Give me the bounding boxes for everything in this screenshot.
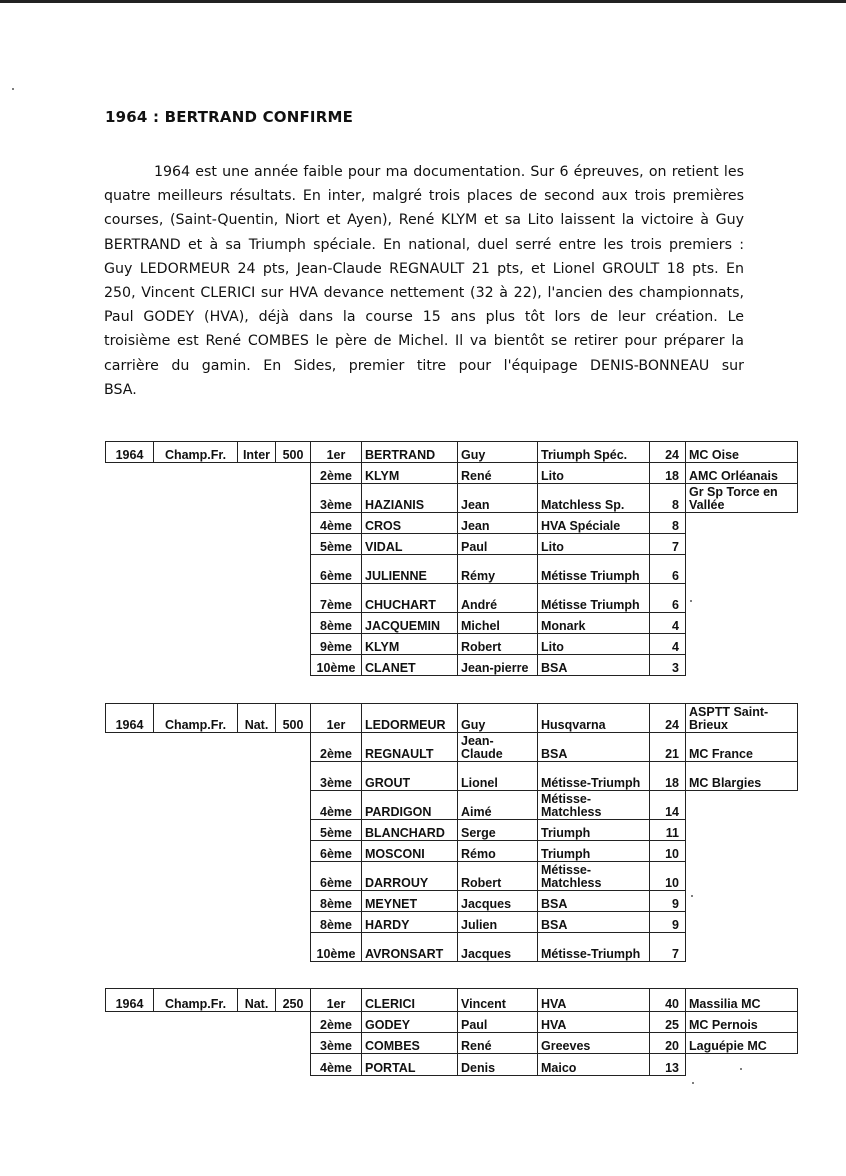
- event-cell: [154, 634, 238, 655]
- class-cell: [276, 820, 311, 841]
- year-cell: [106, 891, 154, 912]
- class-cell: [276, 762, 311, 791]
- category-cell: [238, 555, 276, 584]
- class-cell: [276, 733, 311, 762]
- bike-cell: Métisse-Matchless: [538, 791, 650, 820]
- pts-cell: 6: [650, 584, 686, 613]
- paragraph-line: Paul GODEY (HVA), déjà dans la course 15 ans plus tôt lors de leur création. Le: [104, 309, 744, 326]
- first-cell: Paul: [458, 1012, 538, 1033]
- body-paragraph: [104, 160, 744, 402]
- category-cell: [238, 1012, 276, 1033]
- first-cell: Jacques: [458, 891, 538, 912]
- scan-speck: [692, 1082, 694, 1084]
- category-cell: [238, 1054, 276, 1076]
- year-cell: [106, 933, 154, 962]
- year-cell: [106, 1033, 154, 1054]
- name-cell: COMBES: [362, 1033, 458, 1054]
- year-cell: [106, 1054, 154, 1076]
- name-cell: REGNAULT: [362, 733, 458, 762]
- class-cell: [276, 613, 311, 634]
- year-cell: 1964: [106, 442, 154, 463]
- club-cell: ASPTT Saint-Brieux: [686, 704, 798, 733]
- name-cell: CROS: [362, 513, 458, 534]
- class-cell: [276, 484, 311, 513]
- club-cell: [686, 555, 798, 584]
- class-cell: [276, 1033, 311, 1054]
- class-cell: [276, 513, 311, 534]
- first-cell: Aimé: [458, 791, 538, 820]
- class-cell: [276, 1054, 311, 1076]
- table-row: [106, 891, 798, 912]
- first-cell: Guy: [458, 704, 538, 733]
- bike-cell: Greeves: [538, 1033, 650, 1054]
- class-cell: [276, 463, 311, 484]
- name-cell: CLERICI: [362, 989, 458, 1012]
- name-cell: CHUCHART: [362, 584, 458, 613]
- pts-cell: 40: [650, 989, 686, 1012]
- pts-cell: 18: [650, 762, 686, 791]
- event-cell: Champ.Fr.: [154, 989, 238, 1012]
- bike-cell: HVA Spéciale: [538, 513, 650, 534]
- class-cell: [276, 634, 311, 655]
- club-cell: MC France: [686, 733, 798, 762]
- table-row: [106, 555, 798, 584]
- first-cell: Rémo: [458, 841, 538, 862]
- bike-cell: Maico: [538, 1054, 650, 1076]
- club-cell: [686, 933, 798, 962]
- name-cell: JULIENNE: [362, 555, 458, 584]
- category-cell: [238, 733, 276, 762]
- bike-cell: Matchless Sp.: [538, 484, 650, 513]
- table-row: [106, 534, 798, 555]
- club-cell: Massilia MC: [686, 989, 798, 1012]
- class-cell: [276, 1012, 311, 1033]
- paragraph-line: 250, Vincent CLERICI sur HVA devance nettement (32 à 22), l'ancien des championnats,: [104, 285, 744, 302]
- paragraph-line: troisième est René COMBES le père de Michel. Il va bientôt se retirer pour préparer la: [104, 333, 744, 350]
- bike-cell: Triumph Spéc.: [538, 442, 650, 463]
- class-cell: [276, 841, 311, 862]
- place-cell: 5ème: [311, 534, 362, 555]
- year-cell: 1964: [106, 989, 154, 1012]
- table-row: [106, 820, 798, 841]
- table-row: [106, 791, 798, 820]
- year-cell: [106, 912, 154, 933]
- year-cell: [106, 463, 154, 484]
- year-cell: [106, 791, 154, 820]
- paragraph-line: BSA.: [104, 381, 137, 398]
- pts-cell: 7: [650, 534, 686, 555]
- bike-cell: HVA: [538, 989, 650, 1012]
- table-row: [106, 862, 798, 891]
- year-cell: [106, 762, 154, 791]
- first-cell: Robert: [458, 862, 538, 891]
- category-cell: Nat.: [238, 989, 276, 1012]
- category-cell: Inter: [238, 442, 276, 463]
- first-cell: Michel: [458, 613, 538, 634]
- club-cell: [686, 862, 798, 891]
- category-cell: [238, 762, 276, 791]
- bike-cell: Lito: [538, 463, 650, 484]
- pts-cell: 14: [650, 791, 686, 820]
- club-cell: [686, 634, 798, 655]
- bike-cell: BSA: [538, 655, 650, 676]
- category-cell: [238, 820, 276, 841]
- scan-speck: [740, 1068, 742, 1070]
- year-cell: [106, 584, 154, 613]
- place-cell: 6ème: [311, 841, 362, 862]
- pts-cell: 25: [650, 1012, 686, 1033]
- table-row: [106, 484, 798, 513]
- pts-cell: 10: [650, 841, 686, 862]
- event-cell: Champ.Fr.: [154, 442, 238, 463]
- name-cell: VIDAL: [362, 534, 458, 555]
- first-cell: Serge: [458, 820, 538, 841]
- paragraph-line: courses, (Saint-Quentin, Niort et Ayen), René KLYM et sa Lito laissent la victoire à Guy: [104, 212, 744, 229]
- place-cell: 2ème: [311, 733, 362, 762]
- bike-cell: Triumph: [538, 820, 650, 841]
- category-cell: [238, 912, 276, 933]
- event-cell: [154, 1054, 238, 1076]
- table-row: [106, 933, 798, 962]
- class-cell: 250: [276, 989, 311, 1012]
- first-cell: Julien: [458, 912, 538, 933]
- category-cell: [238, 933, 276, 962]
- bike-cell: Monark: [538, 613, 650, 634]
- first-cell: René: [458, 1033, 538, 1054]
- class-cell: [276, 534, 311, 555]
- club-cell: [686, 841, 798, 862]
- bike-cell: Métisse-Matchless: [538, 862, 650, 891]
- paragraph-line: carrière du gamin. En Sides, premier titre pour l'équipage DENIS-BONNEAU sur: [104, 357, 744, 374]
- table-row: [106, 1033, 798, 1054]
- table-row: [106, 634, 798, 655]
- table-row: [106, 733, 798, 762]
- event-cell: [154, 933, 238, 962]
- pts-cell: 20: [650, 1033, 686, 1054]
- table-row: [106, 841, 798, 862]
- place-cell: 3ème: [311, 762, 362, 791]
- name-cell: BLANCHARD: [362, 820, 458, 841]
- place-cell: 3ème: [311, 1033, 362, 1054]
- first-cell: Robert: [458, 634, 538, 655]
- place-cell: 4ème: [311, 791, 362, 820]
- club-cell: [686, 584, 798, 613]
- pts-cell: 8: [650, 513, 686, 534]
- scan-speck: [690, 600, 692, 602]
- event-cell: Champ.Fr.: [154, 704, 238, 733]
- club-cell: [686, 1054, 798, 1076]
- category-cell: [238, 513, 276, 534]
- class-cell: [276, 655, 311, 676]
- bike-cell: Métisse-Triumph: [538, 933, 650, 962]
- first-cell: Jean: [458, 513, 538, 534]
- place-cell: 1er: [311, 442, 362, 463]
- category-cell: [238, 655, 276, 676]
- pts-cell: 4: [650, 613, 686, 634]
- first-cell: Jean: [458, 484, 538, 513]
- bike-cell: Métisse-Triumph: [538, 762, 650, 791]
- table-row: [106, 442, 798, 463]
- table-row: [106, 513, 798, 534]
- event-cell: [154, 584, 238, 613]
- year-cell: [106, 534, 154, 555]
- page-title: 1964 : BERTRAND CONFIRME: [105, 108, 354, 126]
- first-cell: Guy: [458, 442, 538, 463]
- event-cell: [154, 613, 238, 634]
- name-cell: MOSCONI: [362, 841, 458, 862]
- first-cell: Jean-pierre: [458, 655, 538, 676]
- event-cell: [154, 513, 238, 534]
- club-cell: [686, 613, 798, 634]
- class-cell: [276, 555, 311, 584]
- event-cell: [154, 762, 238, 791]
- pts-cell: 18: [650, 463, 686, 484]
- class-cell: [276, 912, 311, 933]
- name-cell: HARDY: [362, 912, 458, 933]
- first-cell: Rémy: [458, 555, 538, 584]
- category-cell: [238, 584, 276, 613]
- table-row: [106, 584, 798, 613]
- year-cell: [106, 862, 154, 891]
- event-cell: [154, 733, 238, 762]
- place-cell: 6ème: [311, 862, 362, 891]
- name-cell: KLYM: [362, 634, 458, 655]
- year-cell: [106, 513, 154, 534]
- pts-cell: 7: [650, 933, 686, 962]
- event-cell: [154, 555, 238, 584]
- class-cell: 500: [276, 704, 311, 733]
- bike-cell: Husqvarna: [538, 704, 650, 733]
- paragraph-line: BERTRAND et à sa Triumph spéciale. En national, duel serré entre les trois premiers :: [104, 236, 744, 253]
- bike-cell: Lito: [538, 534, 650, 555]
- place-cell: 3ème: [311, 484, 362, 513]
- name-cell: JACQUEMIN: [362, 613, 458, 634]
- table-row: [106, 989, 798, 1012]
- club-cell: Gr Sp Torce en Vallée: [686, 484, 798, 513]
- table-row: [106, 912, 798, 933]
- pts-cell: 9: [650, 912, 686, 933]
- year-cell: 1964: [106, 704, 154, 733]
- place-cell: 2ème: [311, 463, 362, 484]
- place-cell: 1er: [311, 704, 362, 733]
- year-cell: [106, 613, 154, 634]
- year-cell: [106, 820, 154, 841]
- name-cell: DARROUY: [362, 862, 458, 891]
- place-cell: 6ème: [311, 555, 362, 584]
- event-cell: [154, 891, 238, 912]
- bike-cell: Métisse Triumph: [538, 584, 650, 613]
- category-cell: [238, 534, 276, 555]
- name-cell: PARDIGON: [362, 791, 458, 820]
- name-cell: BERTRAND: [362, 442, 458, 463]
- place-cell: 10ème: [311, 933, 362, 962]
- category-cell: Nat.: [238, 704, 276, 733]
- class-cell: [276, 862, 311, 891]
- club-cell: [686, 513, 798, 534]
- event-cell: [154, 534, 238, 555]
- paragraph-line: Guy LEDORMEUR 24 pts, Jean-Claude REGNAULT 21 pts, et Lionel GROULT 18 pts. En: [104, 260, 744, 277]
- place-cell: 4ème: [311, 1054, 362, 1076]
- scan-speck: [691, 895, 693, 897]
- club-cell: Laguépie MC: [686, 1033, 798, 1054]
- event-cell: [154, 655, 238, 676]
- name-cell: GODEY: [362, 1012, 458, 1033]
- category-cell: [238, 463, 276, 484]
- event-cell: [154, 841, 238, 862]
- paragraph-line: quatre meilleurs résultats. En inter, malgré trois places de second aux trois premières: [104, 188, 744, 205]
- club-cell: [686, 912, 798, 933]
- place-cell: 7ème: [311, 584, 362, 613]
- name-cell: AVRONSART: [362, 933, 458, 962]
- place-cell: 8ème: [311, 613, 362, 634]
- place-cell: 5ème: [311, 820, 362, 841]
- club-cell: MC Blargies: [686, 762, 798, 791]
- pts-cell: 21: [650, 733, 686, 762]
- class-cell: [276, 584, 311, 613]
- event-cell: [154, 1012, 238, 1033]
- results-table: [105, 703, 798, 962]
- top-rule: [0, 0, 846, 3]
- event-cell: [154, 1033, 238, 1054]
- first-cell: Lionel: [458, 762, 538, 791]
- year-cell: [106, 733, 154, 762]
- event-cell: [154, 463, 238, 484]
- table-row: [106, 613, 798, 634]
- bike-cell: Triumph: [538, 841, 650, 862]
- pts-cell: 24: [650, 442, 686, 463]
- scan-speck: [12, 88, 14, 90]
- first-cell: Paul: [458, 534, 538, 555]
- category-cell: [238, 841, 276, 862]
- category-cell: [238, 613, 276, 634]
- class-cell: [276, 791, 311, 820]
- place-cell: 8ème: [311, 891, 362, 912]
- year-cell: [106, 841, 154, 862]
- first-cell: Jean-Claude: [458, 733, 538, 762]
- club-cell: AMC Orléanais: [686, 463, 798, 484]
- place-cell: 4ème: [311, 513, 362, 534]
- bike-cell: BSA: [538, 912, 650, 933]
- name-cell: PORTAL: [362, 1054, 458, 1076]
- name-cell: CLANET: [362, 655, 458, 676]
- bike-cell: HVA: [538, 1012, 650, 1033]
- category-cell: [238, 791, 276, 820]
- bike-cell: Métisse Triumph: [538, 555, 650, 584]
- name-cell: HAZIANIS: [362, 484, 458, 513]
- pts-cell: 6: [650, 555, 686, 584]
- club-cell: [686, 534, 798, 555]
- category-cell: [238, 862, 276, 891]
- place-cell: 9ème: [311, 634, 362, 655]
- pts-cell: 3: [650, 655, 686, 676]
- table-row: [106, 463, 798, 484]
- pts-cell: 10: [650, 862, 686, 891]
- category-cell: [238, 891, 276, 912]
- pts-cell: 9: [650, 891, 686, 912]
- club-cell: [686, 820, 798, 841]
- name-cell: GROUT: [362, 762, 458, 791]
- bike-cell: BSA: [538, 891, 650, 912]
- event-cell: [154, 862, 238, 891]
- bike-cell: BSA: [538, 733, 650, 762]
- place-cell: 10ème: [311, 655, 362, 676]
- results-table: [105, 988, 798, 1076]
- event-cell: [154, 791, 238, 820]
- class-cell: 500: [276, 442, 311, 463]
- paragraph-line: 1964 est une année faible pour ma documentation. Sur 6 épreuves, on retient les: [154, 164, 744, 180]
- table-row: [106, 655, 798, 676]
- name-cell: KLYM: [362, 463, 458, 484]
- club-cell: [686, 891, 798, 912]
- category-cell: [238, 634, 276, 655]
- results-table: [105, 441, 798, 676]
- table-row: [106, 704, 798, 733]
- bike-cell: Lito: [538, 634, 650, 655]
- category-cell: [238, 484, 276, 513]
- year-cell: [106, 484, 154, 513]
- year-cell: [106, 555, 154, 584]
- pts-cell: 13: [650, 1054, 686, 1076]
- name-cell: LEDORMEUR: [362, 704, 458, 733]
- first-cell: René: [458, 463, 538, 484]
- table-row: [106, 1012, 798, 1033]
- event-cell: [154, 912, 238, 933]
- class-cell: [276, 933, 311, 962]
- club-cell: [686, 655, 798, 676]
- first-cell: Jacques: [458, 933, 538, 962]
- pts-cell: 4: [650, 634, 686, 655]
- pts-cell: 24: [650, 704, 686, 733]
- place-cell: 2ème: [311, 1012, 362, 1033]
- event-cell: [154, 820, 238, 841]
- first-cell: Denis: [458, 1054, 538, 1076]
- table-row: [106, 762, 798, 791]
- first-cell: André: [458, 584, 538, 613]
- table-row: [106, 1054, 798, 1076]
- class-cell: [276, 891, 311, 912]
- year-cell: [106, 655, 154, 676]
- place-cell: 1er: [311, 989, 362, 1012]
- pts-cell: 8: [650, 484, 686, 513]
- club-cell: [686, 791, 798, 820]
- name-cell: MEYNET: [362, 891, 458, 912]
- first-cell: Vincent: [458, 989, 538, 1012]
- club-cell: MC Pernois: [686, 1012, 798, 1033]
- category-cell: [238, 1033, 276, 1054]
- event-cell: [154, 484, 238, 513]
- place-cell: 8ème: [311, 912, 362, 933]
- pts-cell: 11: [650, 820, 686, 841]
- year-cell: [106, 634, 154, 655]
- club-cell: MC Oise: [686, 442, 798, 463]
- year-cell: [106, 1012, 154, 1033]
